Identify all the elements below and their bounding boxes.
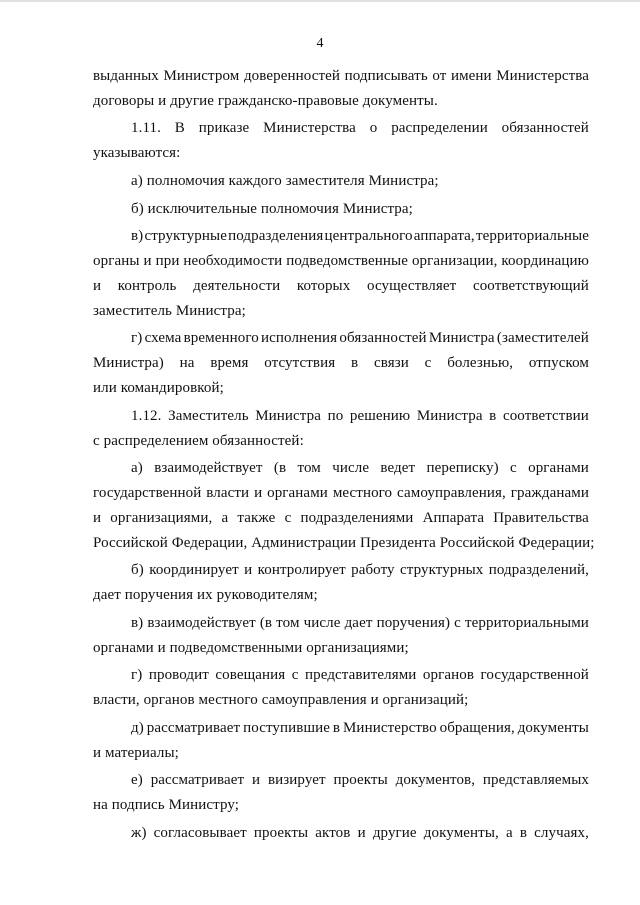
paragraph-p-1-12 — [93, 404, 589, 454]
text-line: 1.12. Заместитель Министра по решению Министра в соответствии — [131, 407, 589, 424]
text-line: указываются: — [93, 145, 181, 162]
paragraph-intro — [93, 64, 589, 114]
paragraph-p-1-12-e — [93, 768, 589, 818]
text-line: и материалы; — [93, 744, 179, 761]
text-line: б) координирует и контролирует работу структурных подразделений, — [131, 562, 589, 579]
text-line: ж) согласовывает проекты актов и другие документы, а в случаях, — [131, 824, 589, 841]
paragraph-p-1-11-b — [93, 197, 589, 222]
paragraph-p-1-11-a — [93, 169, 589, 194]
paragraph-p-1-12-zh — [93, 821, 589, 846]
paragraph-p-1-12-v — [93, 611, 589, 661]
text-line: государственной власти и органами местного самоуправления, гражданами — [93, 484, 589, 501]
text-line: договоры и другие гражданско-правовые документы. — [93, 92, 438, 109]
scan-edge — [0, 0, 640, 2]
text-line: органами и подведомственными организациями; — [93, 639, 409, 656]
text-line: д) рассматривает поступившие в Министерство обращения, документы — [131, 719, 589, 736]
text-line: с распределением обязанностей: — [93, 432, 304, 449]
text-line: органы и при необходимости подведомственные организации, координацию — [93, 253, 589, 270]
text-line: дает поручения их руководителям; — [93, 587, 318, 604]
text-line: г) проводит совещания с представителями органов государственной — [131, 667, 589, 684]
paragraph-p-1-11-v — [93, 224, 589, 323]
paragraph-p-1-12-d — [93, 716, 589, 766]
text-line: заместитель Министра; — [93, 302, 246, 319]
paragraph-p-1-12-a — [93, 456, 595, 555]
text-line: или командировкой; — [93, 380, 224, 397]
text-line: выданных Министром доверенностей подписывать от имени Министерства — [93, 68, 589, 84]
text-line: в) структурные подразделения центрального аппарата, территориальные — [131, 228, 589, 245]
text-line: на подпись Министру; — [93, 797, 240, 813]
page-number: 4 — [316, 36, 324, 51]
document-body — [93, 64, 595, 845]
text-line: власти, органов местного самоуправления и организаций; — [93, 692, 469, 709]
text-line: 1.11. В приказе Министерства о распределении обязанностей — [131, 120, 589, 137]
text-line: и контроль деятельности которых осуществляет соответствующий — [93, 277, 589, 294]
paragraph-p-1-11-g — [93, 326, 589, 400]
paragraph-p-1-11 — [93, 116, 589, 166]
text-line: б) исключительные полномочия Министра; — [131, 200, 413, 217]
text-line: и организациями, а также с подразделениями Аппарата Правительства — [93, 509, 589, 526]
text-line: г) схема временного исполнения обязанностей Министра (заместителей — [131, 330, 589, 347]
text-line: Министра) на время отсутствия в связи с болезнью, отпуском — [93, 355, 589, 372]
text-line: в) взаимодействует (в том числе дает поручения) с территориальными — [131, 614, 589, 631]
text-line: а) полномочия каждого заместителя Министра; — [131, 172, 439, 189]
paragraph-p-1-12-b — [93, 558, 589, 608]
paragraph-p-1-12-g — [93, 663, 589, 713]
text-line: е) рассматривает и визирует проекты документов, представляемых — [131, 772, 589, 789]
text-line: Российской Федерации, Администрации Президента Российской Федерации; — [93, 534, 595, 551]
text-line: а) взаимодействует (в том числе ведет переписку) с органами — [131, 460, 589, 477]
